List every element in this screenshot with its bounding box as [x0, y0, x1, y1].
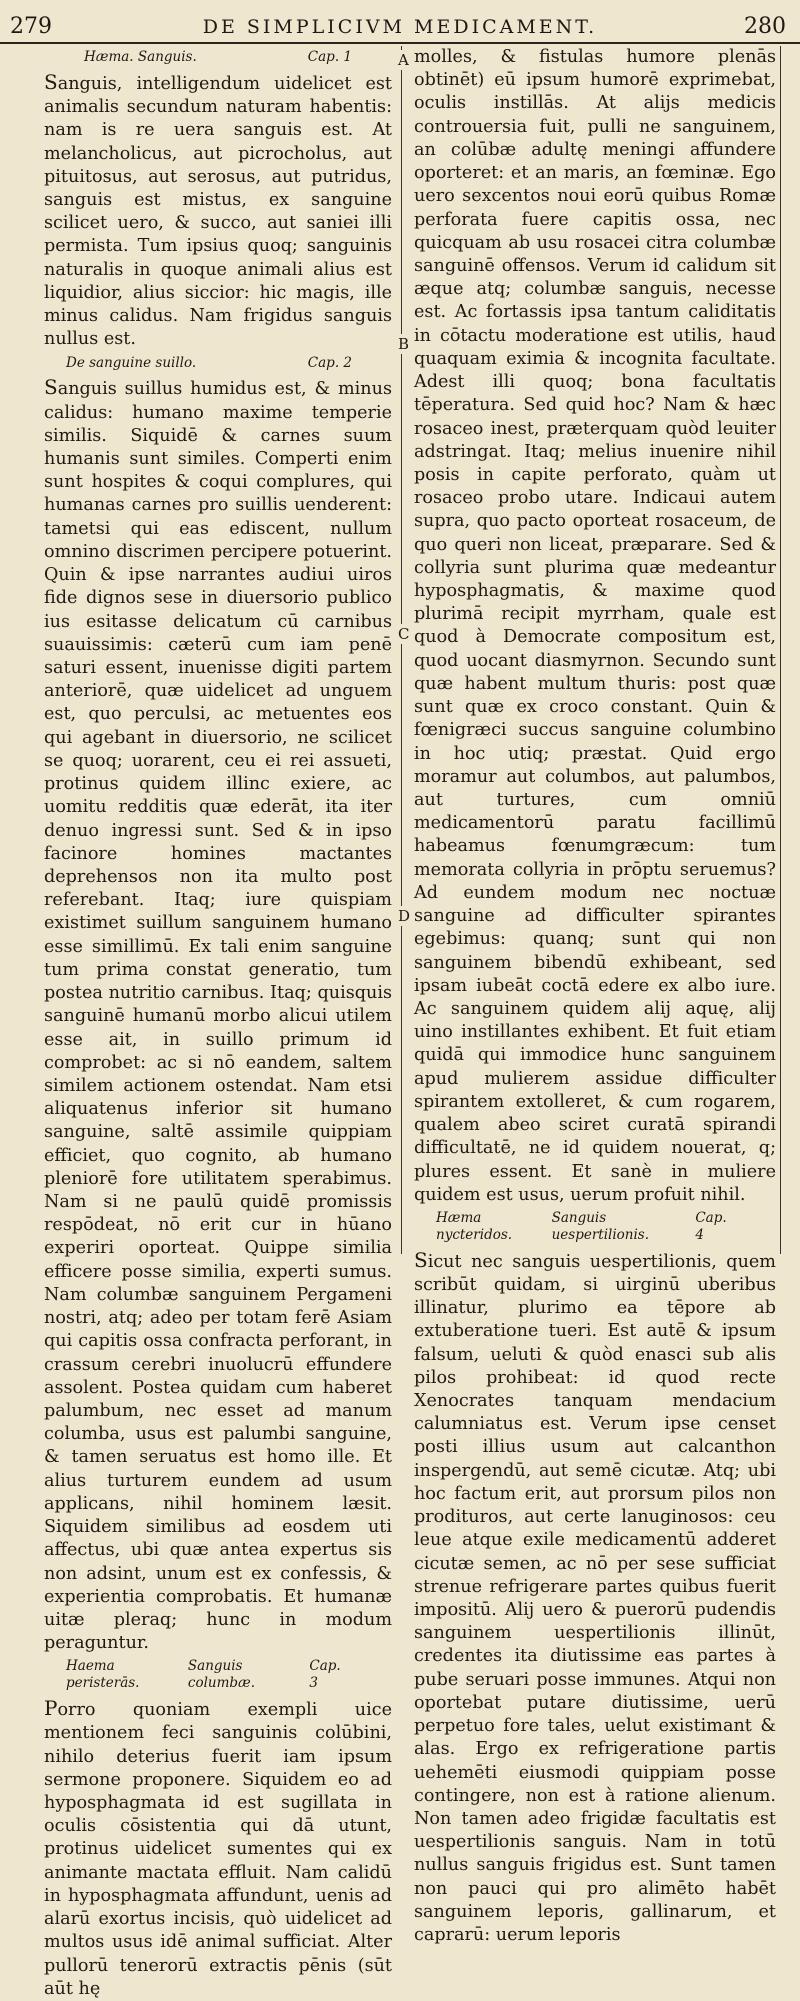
chapter-2-text: Sanguis suillus humidus est, & minus calidus: humano maxime temperie similis. Siquidē & carnes suum humanis sunt similes. Comperti enim sunt hospites & coqui complures, qui humanas carnes pro suillis uenderent: tametsi qui eas ediscent, nullum omnino discrimen percipere potuerint. Quin & ipse narrantes audiui uiros fide dignos sese in diuersorio publico ius esitasse delicatum cū carnibus suauissimis: cæterū cum iam penē saturi essent, inuenisse digiti partem anteriorē, quæ uidelicet ad unguem est, quo perculsi, ac metuentes eos qui agebant in diuersorio, ne scilicet se quoq; uorarent, ceu ei rei assueti, protinus quidem illinc exiere, ac uomitu redditis quæ ederāt, ita iter denuo ingressi sunt. Sed & in ipso facinore homines mactantes deprehensos non ita multo post referebant. Itaq; iure quispiam existimet suillum sanguinem humano esse simillimū. Ex tali enim sanguine tum prima constat generatio, tum postea nutritio carnibus. Itaq; quisquis sanguinē humanū morbo alicui utilem esse ait, in suillo primum id comprobet: ac si nō eandem, saltem similem actionem ostendat. Nam etsi aliquatenus inferior sit humano sanguine, saltē assimile quippiam efficiet, quo cognito, ab humano pleniorē fore utilitatem sperabimus. Nam si ne paulū quidē promissis respōdeat, nō erit cur in hūano experiri oporteat. Quippe similia efficere posse similia, experti sumus. Nam columbæ sanguinem Pergameni nostri, atq; adeo per totam ferē Asiam qui capitis ossa confracta perforant, in crassum cerebri inuolucrū effundere assolent. Postea quidam cum haberet palumbum, nec esset ad manum columba, usus est palumbi sanguine, & tamen seruatus est homo ille. Et alius turturem eundem ad usum applicans, nihil hominem læsit. Siquidem similibus ad eosdem uti affectus, ubi quæ antea expertus sis non adsint, unum est ex confessis, & experientia comprobatis. Et humanæ uitæ pleraq; hunc in modum peraguntur.	[44, 375, 392, 1654]
chapter-2-number: Cap. 2	[307, 354, 352, 371]
chapter-3-heading	[44, 1656, 392, 1694]
chapter-2-heading	[44, 353, 392, 374]
margin-letter-b: B	[398, 335, 410, 353]
chapter-1-number: Cap. 1	[307, 49, 352, 65]
chapter-1-greek-title: Hæma. Sanguis.	[84, 49, 197, 65]
running-title: DE SIMPLICIVM MEDICAMENT.	[202, 16, 598, 38]
right-margin-rule	[780, 46, 781, 1254]
chapter-4-number: Cap. 4	[695, 1209, 727, 1243]
column-divider	[401, 46, 402, 1254]
chapter-4-heading	[414, 1208, 776, 1246]
chapter-3-continuation-text: molles, & fistulas humore plenās obtinēt) eū ipsum humorē exprimebat, oculis instillās. At alijs medicis controuersia fuit, pulli ne sanguinem, an colūbæ adultę meningi affundere oporteret: et an maris, an fœminæ. Ego uero sexcentos noui eorū quibus Romæ perforata fuere capitis ossa, nec quicquam ab usu rosacei citra columbæ sanguinē offensos. Verum id calidum sit æque atq; columbæ sanguis, necesse est. Ac fortassis ipsa tantum caliditatis in cōtactu moderatione est utilis, haud quaquam eximia & incognita facultate. Adest illi quoq; bona facultatis tēperatura. Sed quid hoc? Nam & hæc rosaceo inest, præterquam quòd leuiter adstringat. Itaq; melius inuenire nihil posis in capite perforato, quàm ut rosaceo probo utare. Indicaui autem supra, quo pacto oporteat rosaceum, de quo queri non liceat, præparare. Sed & collyria sunt plurima quæ medeantur hyposphagmatis, & maxime quod plurimā recipit myrrham, quale est quod à Democrate compositum est, quod uocant diasmyrnon. Secundo sunt quæ habent multum thuris: post quæ sunt quæ ex croco constant. Quin & fœnigræci succus sanguine columbino in hoc utiq; præstat. Quid ergo moramur aut columbos, aut palumbos, aut turtures, cum omniū medicamentorū paratu facillimū habeamus fœnumgræcum: tum memorata collyria in prōptu seruemus? Ad eundem modum nec noctuæ sanguine ad difficulter spirantes egebimus: quanq; sunt qui non sanguinem bibendū exhibeant, sed ipsam iubeāt coctā edere ex albo iure. Ac sanguinem quidem alij aquę, alij uino instillantes exhibent. Et fuit etiam quidā qui immodice hunc sanguinem apud mulierem assidue difficulter spirantem extolleret, & cum rogarem, qualem abeo sciret curatā spirandi difficultatē, ne id quidem nouerat, q; plures essent. Et sanè in muliere quidem est usus, uerum profuit nihil.	[414, 47, 776, 1205]
margin-letter-c: C	[398, 625, 410, 643]
left-column	[44, 46, 392, 1999]
chapter-3-number: Cap. 3	[309, 1658, 341, 1692]
chapter-4-latin-title: Sanguis uespertilionis.	[551, 1209, 650, 1243]
chapter-3-latin-title: Sanguis columbæ.	[187, 1658, 256, 1692]
chapter-1-heading	[44, 47, 392, 68]
page-number-right: 280	[744, 14, 786, 39]
chapter-1-text: Sanguis, intelligendum uidelicet est animalis secundum naturam habentis: nam is re uera sanguis est. At melancholicus, aut picrocholus, aut pituitosus, aut serosus, aut putridus, sanguis est mistus, ex sanguine scilicet uero, & succo, aut saniei illi permista. Tum ipsius quoq; sanguinis naturalis in quoque animali alius est liquidior, alius siccior: hic magis, ille minus calidus. Nam frigidus sanguis nullus est.	[44, 69, 392, 350]
page-number-left: 279	[10, 14, 52, 39]
chapter-4-text: Sicut nec sanguis uespertilionis, quem scribūt quidam, si uirginū uberibus illinatur, plurimo ea tēpore ab extuberatione tueri. Est autē & ipsum falsum, ueluti & quòd enasci sub alis pilos prohibeat: id quod recte Xenocrates tanquam mendacium calumniatus est. Verum ipse censet posti illius usum aut calcanthon inspergendū, aut semē cicutæ. Atq; ubi hoc factum erit, aut prorsum pilos non prodituros, aut certe lanuginosos: ceu leue atque exile medicamentū adderet cicutæ semen, ac nō per sese sufficiat strenue refrigerare partes quibus fuerit impositū. Alij uero & puerorū pudendis sanguinem uespertilionis illinūt, credentes ita diutissime eas partes à pube seruari posse immunes. Atqui non oportebat putare diutissime, uerū perpetuo fore tales, uelut existimant & alas. Ergo ex refrigeratione partis uehemēti eiusmodi quippiam posse contingere, non est à ratione alienum. Non tamen adeo frigidæ facultatis est uespertilionis sanguis. Nam in totū nullus sanguis frigidus est. Sunt tamen non pauci qui pro alimēto habēt sanguinem leporis, gallinarum, et caprarū: uerum leporis	[414, 1247, 776, 1946]
chapter-2-title: De sanguine suillo.	[66, 354, 197, 371]
chapter-4-greek-title: Hæma nycteridos.	[436, 1209, 513, 1243]
margin-letter-a: A	[398, 51, 409, 69]
margin-letter-d: D	[398, 907, 411, 925]
page-header	[0, 0, 800, 44]
chapter-3-greek-title: Haema peristerās.	[66, 1658, 140, 1692]
chapter-3-text: Porro quoniam exempli uice mentionem feci sanguinis colūbini, nihilo deterius fuerit iam ipsum sermone proponere. Siquidem eo ad hyposphagmata id est sugillata in oculis cōsistentia qui dā utunt, protinus uidelicet sumentes qui ex animante mactata effluit. Nam calidū in hyposphagmata affundunt, uenis ad alarū exortus incisis, quò uidelicet ad multos usus idē animal sufficiat. Alter pullorū tenerorū extractis pēnis (sūt aūt hę	[44, 1696, 392, 1999]
right-column	[414, 46, 776, 1946]
